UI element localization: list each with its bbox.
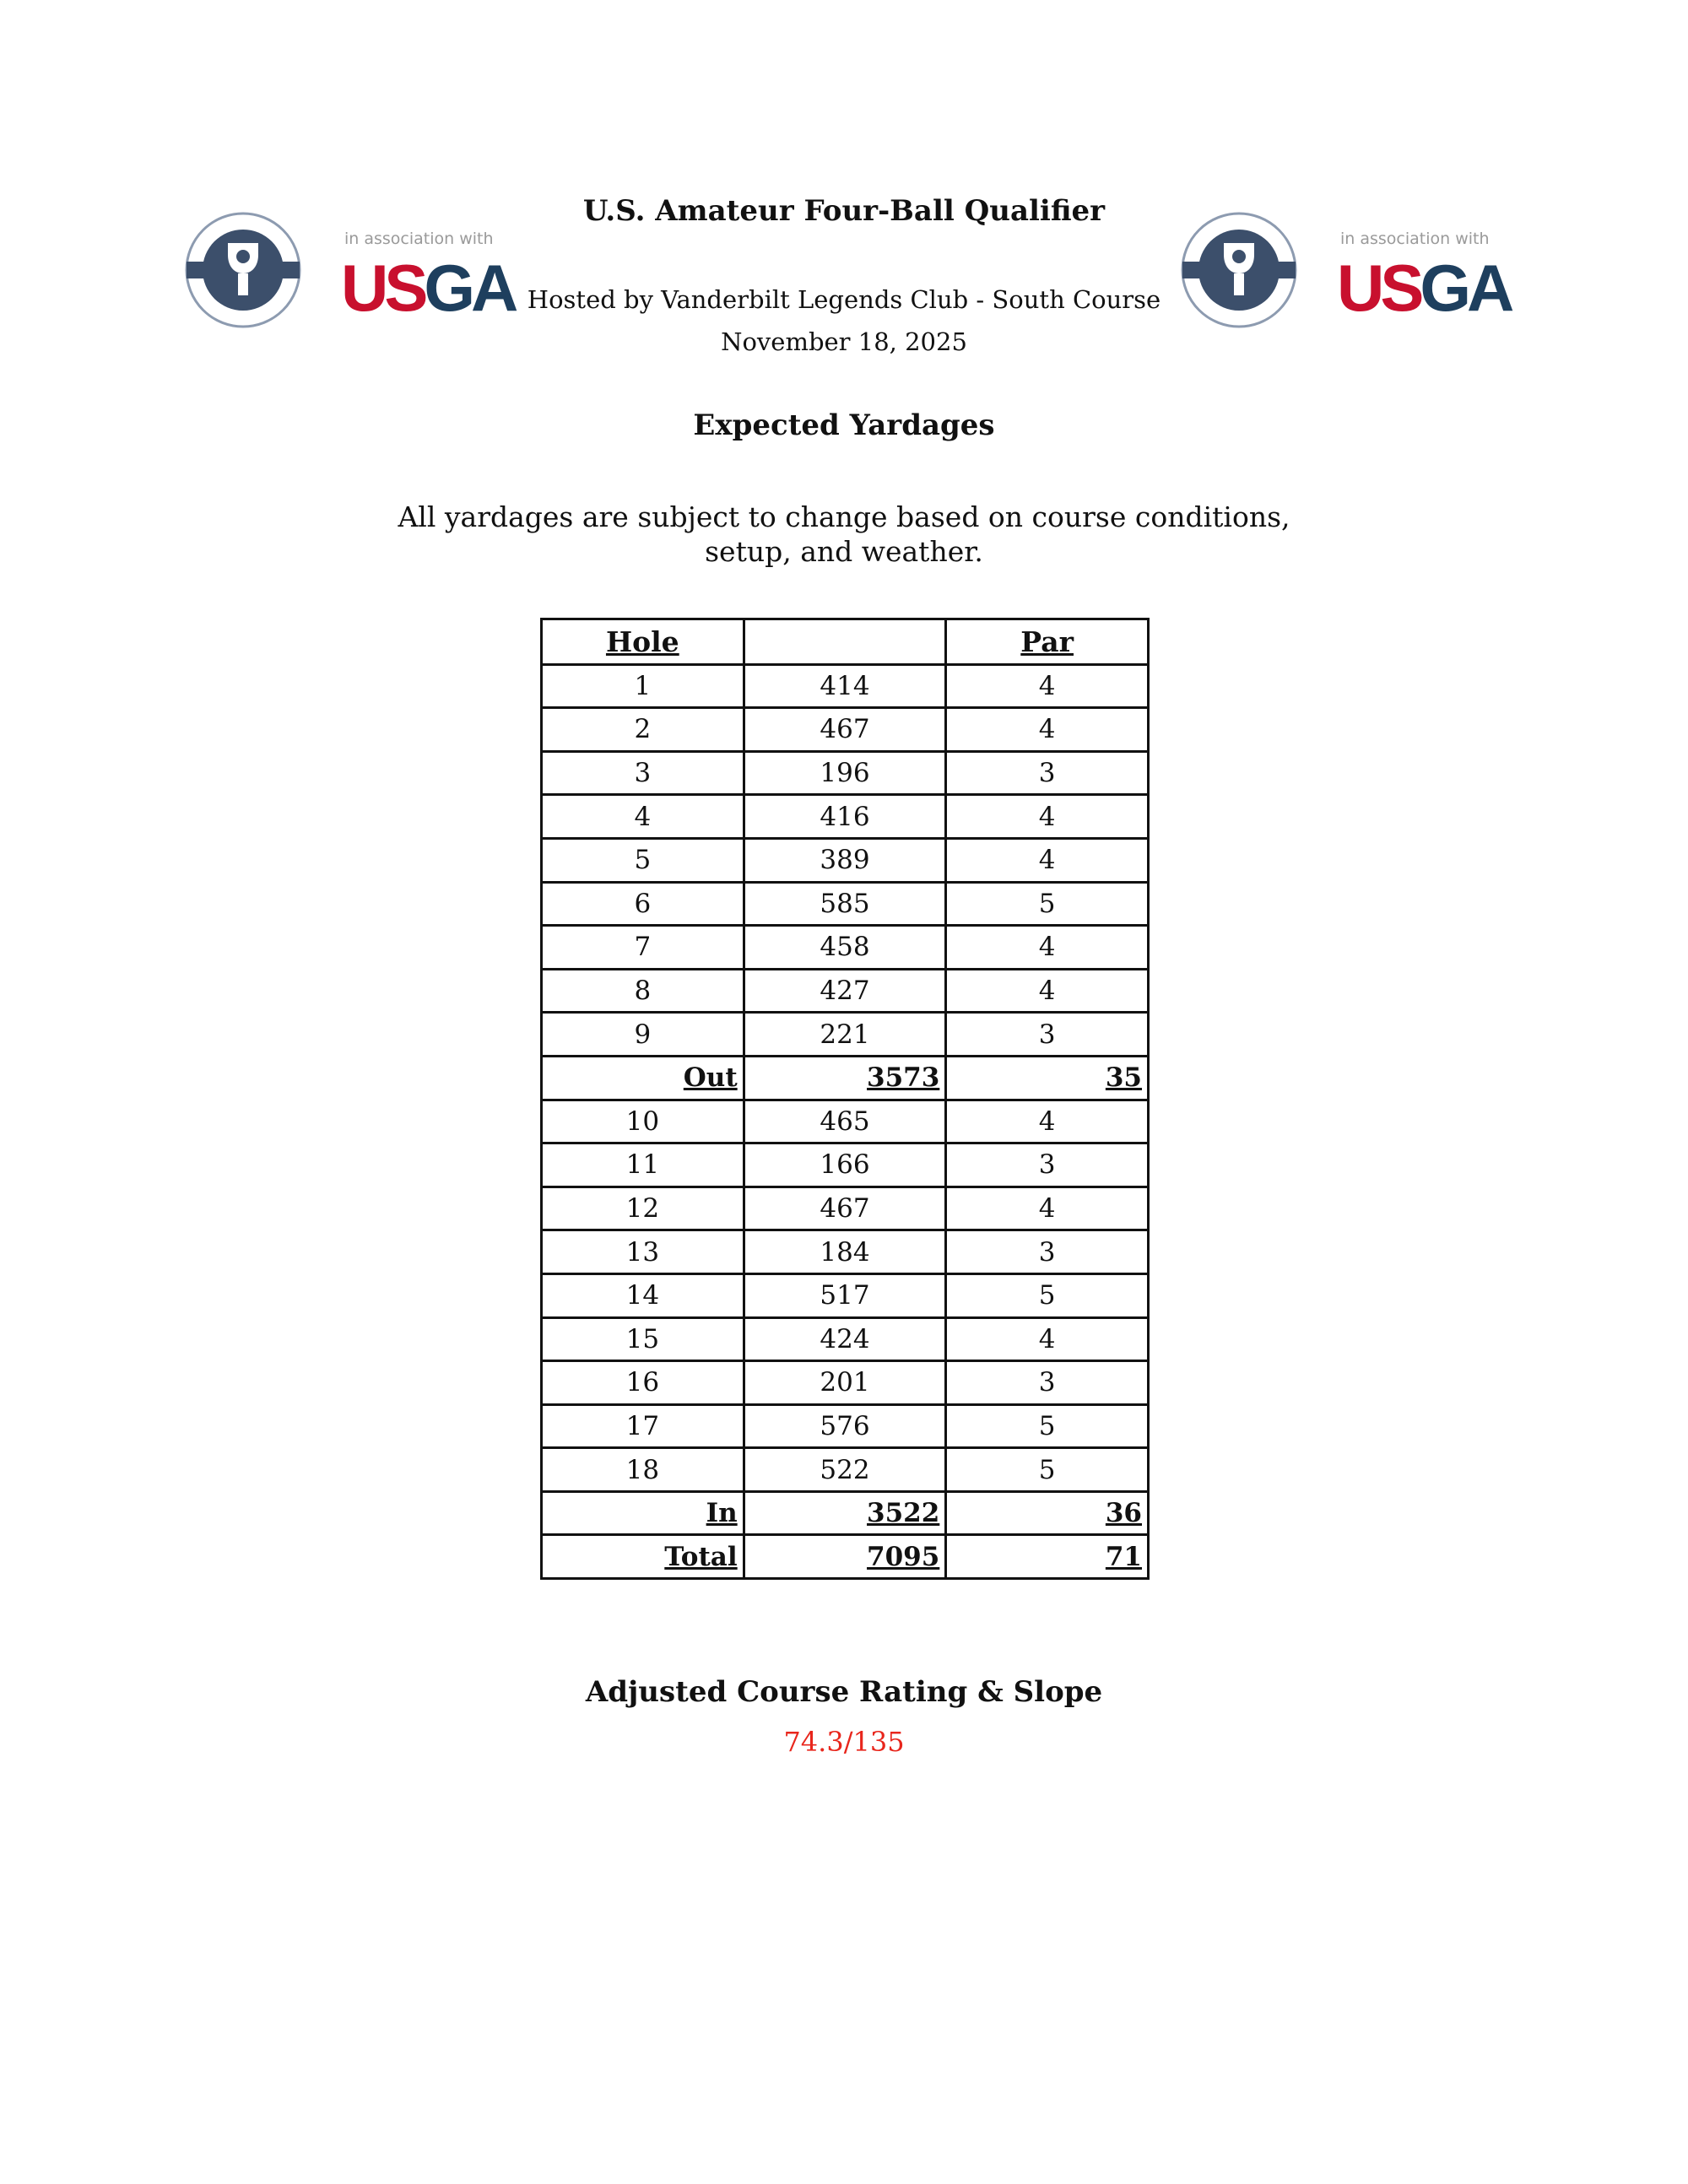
cell-hole: 1 bbox=[542, 664, 744, 708]
cell-hole: 13 bbox=[542, 1230, 744, 1274]
header-par: Par bbox=[946, 619, 1149, 665]
cell-par: 4 bbox=[946, 795, 1149, 839]
cell-yardage: 414 bbox=[744, 664, 946, 708]
cell-par: 3 bbox=[946, 1143, 1149, 1187]
logo-right bbox=[1180, 211, 1534, 338]
association-text: in association with bbox=[344, 230, 494, 248]
table-row bbox=[542, 1317, 1149, 1361]
cell-par: 5 bbox=[946, 1448, 1149, 1492]
cell-yardage: 3573 bbox=[744, 1056, 946, 1100]
table-row bbox=[542, 969, 1149, 1013]
usga-logo: USGA bbox=[341, 251, 515, 325]
cell-yardage: 522 bbox=[744, 1448, 946, 1492]
subtotal-row bbox=[542, 1491, 1149, 1535]
tga-seal-icon bbox=[184, 211, 302, 329]
cell-par: 4 bbox=[946, 1317, 1149, 1361]
section-title: Expected Yardages bbox=[693, 408, 995, 442]
cell-par: 36 bbox=[946, 1491, 1149, 1535]
logo-left bbox=[184, 211, 538, 338]
cell-hole: Total bbox=[542, 1535, 744, 1579]
table-row bbox=[542, 1230, 1149, 1274]
yardage-table bbox=[540, 618, 1150, 1580]
header-hole: Hole bbox=[542, 619, 744, 665]
cell-hole: 4 bbox=[542, 795, 744, 839]
association-text: in association with bbox=[1340, 230, 1490, 248]
cell-yardage: 458 bbox=[744, 926, 946, 970]
table-row bbox=[542, 1404, 1149, 1448]
cell-hole: 9 bbox=[542, 1013, 744, 1057]
cell-hole: 12 bbox=[542, 1187, 744, 1230]
cell-par: 4 bbox=[946, 969, 1149, 1013]
cell-par: 5 bbox=[946, 1404, 1149, 1448]
cell-hole: 18 bbox=[542, 1448, 744, 1492]
cell-hole: 2 bbox=[542, 708, 744, 752]
cell-par: 3 bbox=[946, 751, 1149, 795]
cell-par: 5 bbox=[946, 882, 1149, 926]
cell-yardage: 201 bbox=[744, 1361, 946, 1405]
cell-yardage: 585 bbox=[744, 882, 946, 926]
cell-hole: 6 bbox=[542, 882, 744, 926]
cell-yardage: 196 bbox=[744, 751, 946, 795]
event-date: November 18, 2025 bbox=[721, 327, 967, 356]
cell-par: 4 bbox=[946, 1187, 1149, 1230]
cell-par: 4 bbox=[946, 708, 1149, 752]
rating-label: Adjusted Course Rating & Slope bbox=[585, 1675, 1103, 1709]
cell-yardage: 427 bbox=[744, 969, 946, 1013]
table-row bbox=[542, 838, 1149, 882]
usga-logo: USGA bbox=[1337, 251, 1511, 325]
cell-par: 4 bbox=[946, 1100, 1149, 1143]
table-header-row bbox=[542, 619, 1149, 665]
yardage-notice: All yardages are subject to change based on course conditions, setup, and weather. bbox=[398, 500, 1290, 568]
cell-yardage: 576 bbox=[744, 1404, 946, 1448]
table-row bbox=[542, 708, 1149, 752]
cell-yardage: 7095 bbox=[744, 1535, 946, 1579]
table-row bbox=[542, 926, 1149, 970]
table-row bbox=[542, 1448, 1149, 1492]
cell-hole: 3 bbox=[542, 751, 744, 795]
event-title: U.S. Amateur Four-Ball Qualifier bbox=[582, 194, 1106, 228]
table-row bbox=[542, 1013, 1149, 1057]
cell-hole: 11 bbox=[542, 1143, 744, 1187]
table-row bbox=[542, 882, 1149, 926]
table-row bbox=[542, 795, 1149, 839]
cell-hole: 16 bbox=[542, 1361, 744, 1405]
cell-yardage: 3522 bbox=[744, 1491, 946, 1535]
cell-yardage: 424 bbox=[744, 1317, 946, 1361]
subtotal-row bbox=[542, 1056, 1149, 1100]
cell-par: 4 bbox=[946, 838, 1149, 882]
table-row bbox=[542, 664, 1149, 708]
cell-yardage: 416 bbox=[744, 795, 946, 839]
cell-yardage: 467 bbox=[744, 708, 946, 752]
cell-yardage: 389 bbox=[744, 838, 946, 882]
cell-par: 5 bbox=[946, 1273, 1149, 1317]
cell-hole: 15 bbox=[542, 1317, 744, 1361]
cell-hole: 7 bbox=[542, 926, 744, 970]
cell-hole: 8 bbox=[542, 969, 744, 1013]
cell-hole: 5 bbox=[542, 838, 744, 882]
table-row bbox=[542, 1100, 1149, 1143]
table-row bbox=[542, 1187, 1149, 1230]
cell-par: 3 bbox=[946, 1013, 1149, 1057]
rating-value: 74.3/135 bbox=[783, 1726, 905, 1758]
cell-yardage: 467 bbox=[744, 1187, 946, 1230]
cell-yardage: 184 bbox=[744, 1230, 946, 1274]
cell-hole: In bbox=[542, 1491, 744, 1535]
cell-hole: 17 bbox=[542, 1404, 744, 1448]
cell-yardage: 221 bbox=[744, 1013, 946, 1057]
table-row bbox=[542, 1143, 1149, 1187]
cell-yardage: 166 bbox=[744, 1143, 946, 1187]
header-yardage bbox=[744, 619, 946, 665]
cell-par: 4 bbox=[946, 926, 1149, 970]
cell-par: 35 bbox=[946, 1056, 1149, 1100]
cell-hole: Out bbox=[542, 1056, 744, 1100]
table-row bbox=[542, 1273, 1149, 1317]
cell-hole: 10 bbox=[542, 1100, 744, 1143]
host-line: Hosted by Vanderbilt Legends Club - South Course bbox=[527, 285, 1161, 314]
table-row bbox=[542, 751, 1149, 795]
tga-seal-icon bbox=[1180, 211, 1298, 329]
cell-hole: 14 bbox=[542, 1273, 744, 1317]
cell-par: 4 bbox=[946, 664, 1149, 708]
cell-yardage: 465 bbox=[744, 1100, 946, 1143]
table-row bbox=[542, 1361, 1149, 1405]
cell-par: 3 bbox=[946, 1361, 1149, 1405]
cell-par: 3 bbox=[946, 1230, 1149, 1274]
cell-par: 71 bbox=[946, 1535, 1149, 1579]
cell-yardage: 517 bbox=[744, 1273, 946, 1317]
subtotal-row bbox=[542, 1535, 1149, 1579]
